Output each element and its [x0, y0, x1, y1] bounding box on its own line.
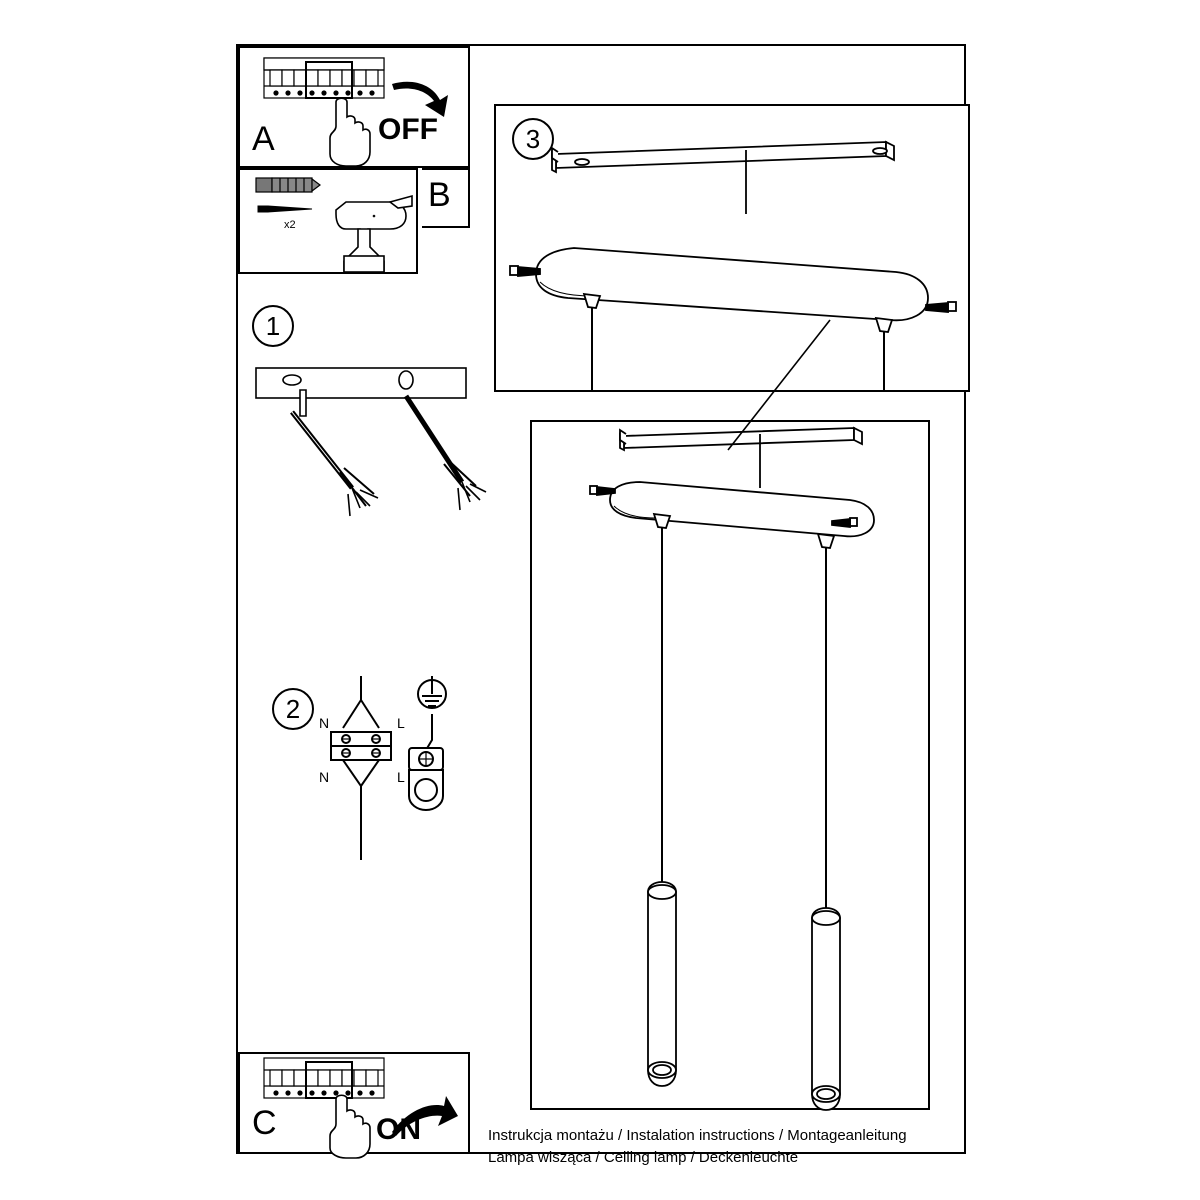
step-2-graphics — [305, 672, 485, 872]
final-assembly-graphics — [532, 422, 928, 1108]
curved-arrow-icon — [392, 82, 448, 117]
fuse-box-icon — [264, 58, 384, 98]
drill-icon — [336, 196, 412, 272]
footer-line-1: Instrukcja montażu / Instalation instructions / Montageanleitung — [488, 1127, 907, 1144]
step-1-graphics — [248, 360, 508, 535]
side-screw-left — [590, 486, 615, 495]
hand-pointing-icon — [330, 98, 370, 166]
wall-plug-icon — [256, 178, 320, 192]
earth-ground-icon — [418, 676, 446, 708]
panel-a-letter: A — [252, 120, 275, 158]
fuse-box-icon — [264, 1058, 384, 1098]
lamp-holder-icon — [409, 714, 443, 810]
screw-icon — [258, 206, 312, 212]
panel-a-action-label: OFF — [378, 113, 438, 146]
side-screw-right — [926, 302, 956, 312]
hand-pointing-icon — [330, 1095, 370, 1158]
panel-c-action-label: ON — [376, 1113, 421, 1146]
step-1-number: 1 — [252, 305, 294, 347]
step-2-number: 2 — [272, 688, 314, 730]
panel-b-letter: B — [428, 176, 451, 214]
footer-line-2: Lampa wisząca / Ceiling lamp / Deckenleuchte — [488, 1149, 799, 1166]
panel-b-quantity: x2 — [284, 219, 296, 231]
panel-c-letter: C — [252, 1104, 277, 1142]
terminal-label-n-top: N — [319, 715, 330, 731]
leader-line — [720, 310, 840, 460]
terminal-label-n-bottom: N — [319, 769, 330, 785]
terminal-label-l-top: L — [397, 715, 405, 731]
step-3-number: 3 — [512, 118, 554, 160]
side-screw-left — [510, 266, 540, 276]
terminal-label-l-bottom: L — [397, 769, 405, 785]
